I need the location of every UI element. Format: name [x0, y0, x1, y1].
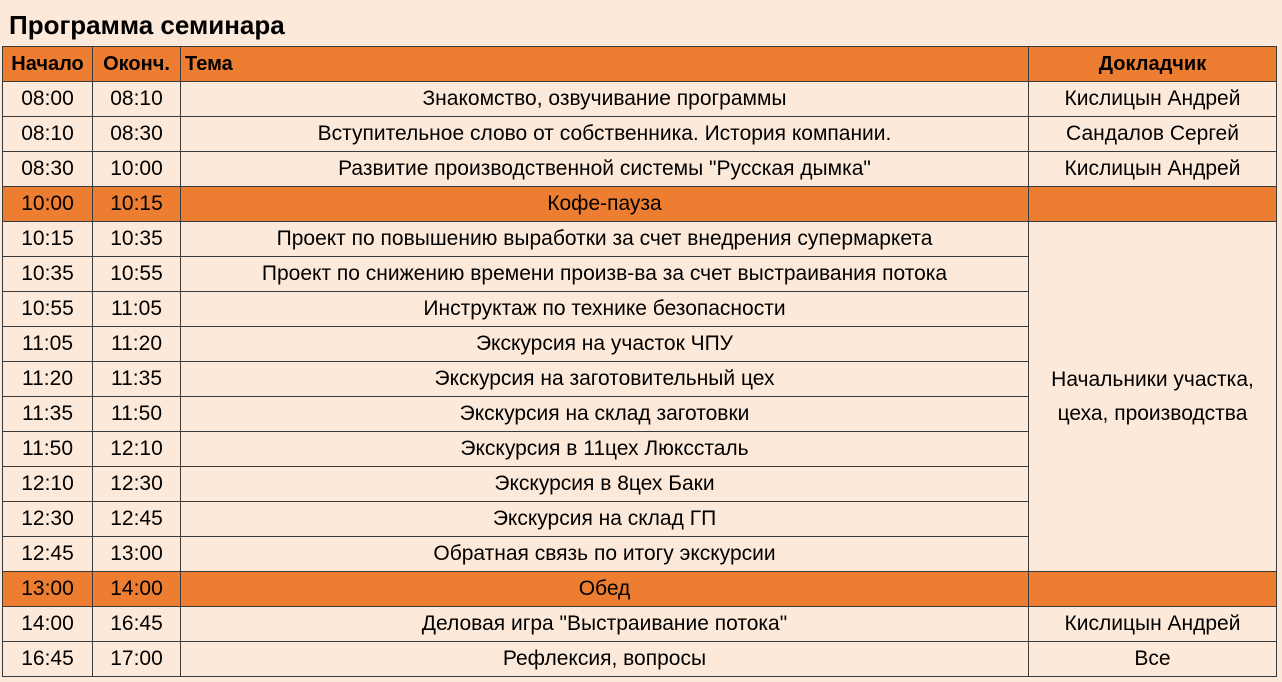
speaker-cell[interactable]: Все: [1029, 642, 1277, 677]
start-cell[interactable]: 11:20: [3, 362, 93, 397]
speaker-merged-cell[interactable]: [1029, 222, 1277, 572]
start-cell[interactable]: 13:00: [3, 572, 93, 607]
topic-cell[interactable]: Знакомство, озвучивание программы: [181, 82, 1029, 117]
start-cell[interactable]: 08:30: [3, 152, 93, 187]
start-cell[interactable]: 12:10: [3, 467, 93, 502]
topic-cell[interactable]: Деловая игра "Выстраивание потока": [181, 607, 1029, 642]
topic-cell[interactable]: Экскурсия в 8цех Баки: [181, 467, 1029, 502]
end-cell[interactable]: 11:20: [93, 327, 181, 362]
speaker-cell[interactable]: Кислицын Андрей: [1029, 607, 1277, 642]
topic-cell[interactable]: Проект по повышению выработки за счет внедрения супермаркета: [181, 222, 1029, 257]
topic-cell[interactable]: Экскурсия на участок ЧПУ: [181, 327, 1029, 362]
start-cell[interactable]: 12:45: [3, 537, 93, 572]
speaker-merged-line2: цеха, производства: [1057, 401, 1248, 425]
table-row: [3, 82, 1277, 117]
speaker-cell[interactable]: Кислицын Андрей: [1029, 152, 1277, 187]
start-cell[interactable]: 11:35: [3, 397, 93, 432]
header-speaker[interactable]: Докладчик: [1029, 47, 1277, 82]
end-cell[interactable]: 11:05: [93, 292, 181, 327]
start-cell[interactable]: 10:15: [3, 222, 93, 257]
start-cell[interactable]: 14:00: [3, 607, 93, 642]
header-end[interactable]: Оконч.: [93, 47, 181, 82]
end-cell[interactable]: 10:15: [93, 187, 181, 222]
topic-cell[interactable]: Экскурсия на склад ГП: [181, 502, 1029, 537]
end-cell[interactable]: 14:00: [93, 572, 181, 607]
header-topic[interactable]: Тема: [181, 47, 1029, 82]
end-cell[interactable]: 10:55: [93, 257, 181, 292]
end-cell[interactable]: 16:45: [93, 607, 181, 642]
end-cell[interactable]: 17:00: [93, 642, 181, 677]
speaker-merged-line1: Начальники участка,: [1051, 367, 1254, 391]
start-cell[interactable]: 10:35: [3, 257, 93, 292]
header-row: [3, 47, 1277, 82]
break-row: [3, 572, 1277, 607]
break-row: [3, 187, 1277, 222]
start-cell[interactable]: 10:55: [3, 292, 93, 327]
end-cell[interactable]: 10:00: [93, 152, 181, 187]
speaker-cell[interactable]: Кислицын Андрей: [1029, 82, 1277, 117]
end-cell[interactable]: 13:00: [93, 537, 181, 572]
speaker-cell[interactable]: [1029, 572, 1277, 607]
page-title: Программа семинара: [9, 10, 285, 40]
topic-cell[interactable]: Обед: [181, 572, 1029, 607]
end-cell[interactable]: 11:35: [93, 362, 181, 397]
end-cell[interactable]: 12:30: [93, 467, 181, 502]
table-row: [3, 222, 1277, 257]
topic-cell[interactable]: Развитие производственной системы "Русская дымка": [181, 152, 1029, 187]
end-cell[interactable]: 08:10: [93, 82, 181, 117]
start-cell[interactable]: 11:05: [3, 327, 93, 362]
speaker-cell[interactable]: [1029, 187, 1277, 222]
topic-cell[interactable]: Экскурсия на склад заготовки: [181, 397, 1029, 432]
topic-cell[interactable]: Экскурсия в 11цех Люкссталь: [181, 432, 1029, 467]
topic-cell[interactable]: Обратная связь по итогу экскурсии: [181, 537, 1029, 572]
end-cell[interactable]: 12:10: [93, 432, 181, 467]
table-row: [3, 117, 1277, 152]
topic-cell[interactable]: Проект по снижению времени произв-ва за счет выстраивания потока: [181, 257, 1029, 292]
end-cell[interactable]: 11:50: [93, 397, 181, 432]
end-cell[interactable]: 12:45: [93, 502, 181, 537]
header-start[interactable]: Начало: [3, 47, 93, 82]
end-cell[interactable]: 10:35: [93, 222, 181, 257]
start-cell[interactable]: 12:30: [3, 502, 93, 537]
start-cell[interactable]: 16:45: [3, 642, 93, 677]
topic-cell[interactable]: Кофе-пауза: [181, 187, 1029, 222]
start-cell[interactable]: 11:50: [3, 432, 93, 467]
start-cell[interactable]: 08:00: [3, 82, 93, 117]
table-row: [3, 152, 1277, 187]
schedule-table: [2, 46, 1277, 677]
speaker-cell[interactable]: Сандалов Сергей: [1029, 117, 1277, 152]
table-row: [3, 607, 1277, 642]
end-cell[interactable]: 08:30: [93, 117, 181, 152]
topic-cell[interactable]: Инструктаж по технике безопасности: [181, 292, 1029, 327]
topic-cell[interactable]: Рефлексия, вопросы: [181, 642, 1029, 677]
table-row: [3, 642, 1277, 677]
start-cell[interactable]: 08:10: [3, 117, 93, 152]
start-cell[interactable]: 10:00: [3, 187, 93, 222]
topic-cell[interactable]: Вступительное слово от собственника. История компании.: [181, 117, 1029, 152]
topic-cell[interactable]: Экскурсия на заготовительный цех: [181, 362, 1029, 397]
